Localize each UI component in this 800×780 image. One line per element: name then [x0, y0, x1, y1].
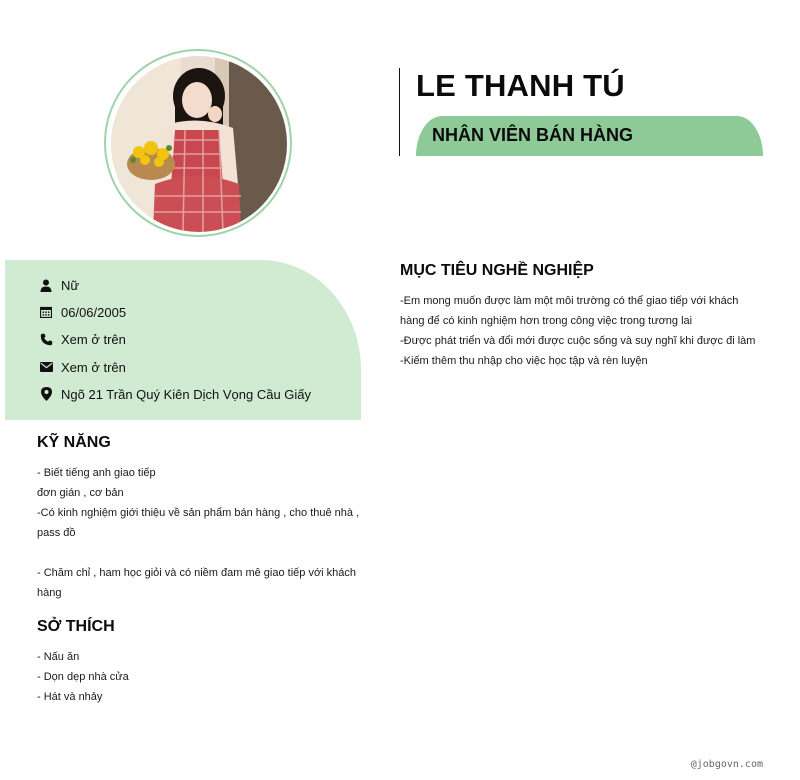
candidate-name: LE THANH TÚ [416, 68, 625, 103]
skills-list [37, 463, 359, 603]
phone-icon [37, 332, 55, 346]
skills-line: - Chăm chỉ , ham học giỏi và có niềm đam mê giao tiếp với khách [37, 567, 357, 579]
birthdate-value: 06/06/2005 [61, 304, 127, 320]
avatar-photo [111, 56, 287, 232]
skills-line: hàng [37, 587, 62, 599]
skills-line: -Có kinh nghiệm giới thiệu về sản phẩm bán hàng , cho thuê nhà , [37, 507, 360, 519]
header-divider [399, 68, 400, 156]
objective-line: -Được phát triển và đổi mới được cuộc sống và suy nghĩ khi được đi làm [400, 335, 756, 347]
address-value: Ngõ 21 Trần Quý Kiên Dịch Vọng Cầu Giấy [61, 386, 312, 402]
objective-line: hàng để có kinh nghiệm hơn trong công việc trong tương lai [400, 315, 693, 327]
contact-email [37, 358, 126, 376]
skills-heading: KỸ NĂNG [37, 434, 111, 451]
skills-line: - Biết tiếng anh giao tiếp [37, 467, 156, 479]
skills-line: pass đồ [37, 527, 76, 539]
hobby-item: - Hát và nhảy [37, 691, 103, 703]
skills-line: đơn gián , cơ bản [37, 487, 124, 499]
objective-line: -Em mong muốn được làm một môi trường có thể giao tiếp với khách [400, 295, 739, 307]
objective-list [400, 291, 755, 371]
hobbies-list [37, 647, 129, 707]
person-icon [37, 278, 55, 292]
watermark: @jobgovn.com [690, 759, 763, 770]
hobby-item: - Dọn dẹp nhà cửa [37, 671, 129, 683]
position-title: NHÂN VIÊN BÁN HÀNG [432, 125, 634, 145]
contact-gender [37, 276, 79, 294]
objective-line: -Kiếm thêm thu nhập cho việc học tập và rèn luyện [400, 355, 648, 367]
hobby-item: - Nấu ăn [37, 651, 80, 663]
contact-phone [37, 330, 126, 348]
objective-heading: MỤC TIÊU NGHỀ NGHIỆP [400, 262, 594, 279]
contact-address [37, 385, 311, 403]
contact-birthdate [37, 303, 126, 321]
gender-value: Nữ [61, 277, 80, 293]
skills-line [37, 543, 359, 563]
avatar [111, 56, 287, 232]
mail-icon [37, 360, 55, 374]
calendar-icon [37, 305, 55, 319]
location-pin-icon [37, 387, 55, 401]
hobbies-heading: SỞ THÍCH [37, 618, 115, 635]
email-value: Xem ở trên [61, 359, 126, 375]
phone-value: Xem ở trên [61, 331, 126, 347]
